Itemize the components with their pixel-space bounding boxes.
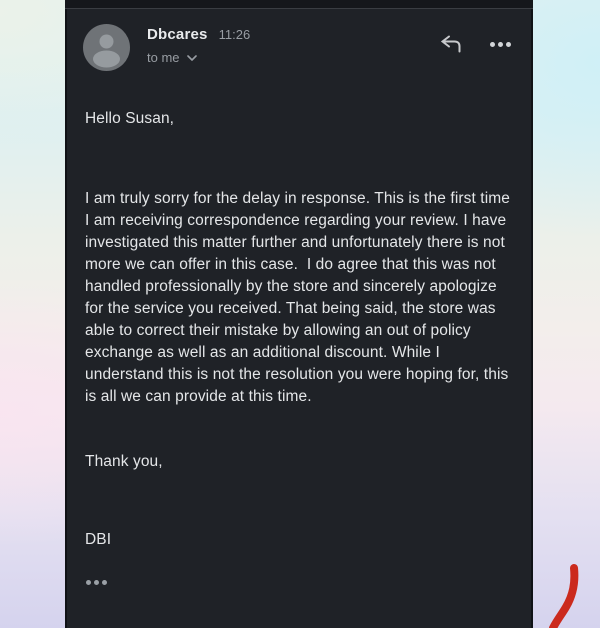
recipient-label: to me [147, 50, 180, 65]
body-paragraph: I am truly sorry for the delay in response. This is the first time I am receiving correspondence regarding your review. I have investigated this matter further and unfortunately there is not more we can offer in this case. I do agree that this was not handled professionally by the store and sincerely apologize for the service you received. That being said, the store was able to correct their mistake by allowing an out of policy exchange as well as an additional discount. While I understand this is not the resolution you were hoping for, this is all we can provide at this time. [85, 190, 515, 405]
ellipsis-icon [490, 42, 495, 47]
person-icon [83, 24, 130, 71]
header-actions [439, 24, 511, 55]
header-meta [147, 24, 250, 65]
email-card [65, 0, 533, 628]
show-trimmed-content-button[interactable] [86, 580, 515, 585]
timestamp: 11:26 [218, 27, 251, 42]
previous-card-divider [65, 0, 533, 9]
closing: Thank you, [85, 453, 163, 470]
sender-name: Dbcares [147, 26, 208, 43]
ellipsis-icon [86, 580, 91, 585]
chevron-down-icon [187, 55, 197, 61]
reply-button[interactable] [439, 33, 463, 55]
more-options-button[interactable] [490, 42, 511, 47]
red-annotation-stroke [545, 555, 590, 628]
recipient-expander[interactable] [147, 50, 250, 65]
signature: DBI [85, 531, 112, 548]
avatar[interactable] [83, 24, 130, 71]
reply-icon [439, 33, 463, 55]
greeting: Hello Susan, [85, 110, 175, 127]
email-body [65, 108, 533, 585]
email-header [65, 9, 533, 71]
